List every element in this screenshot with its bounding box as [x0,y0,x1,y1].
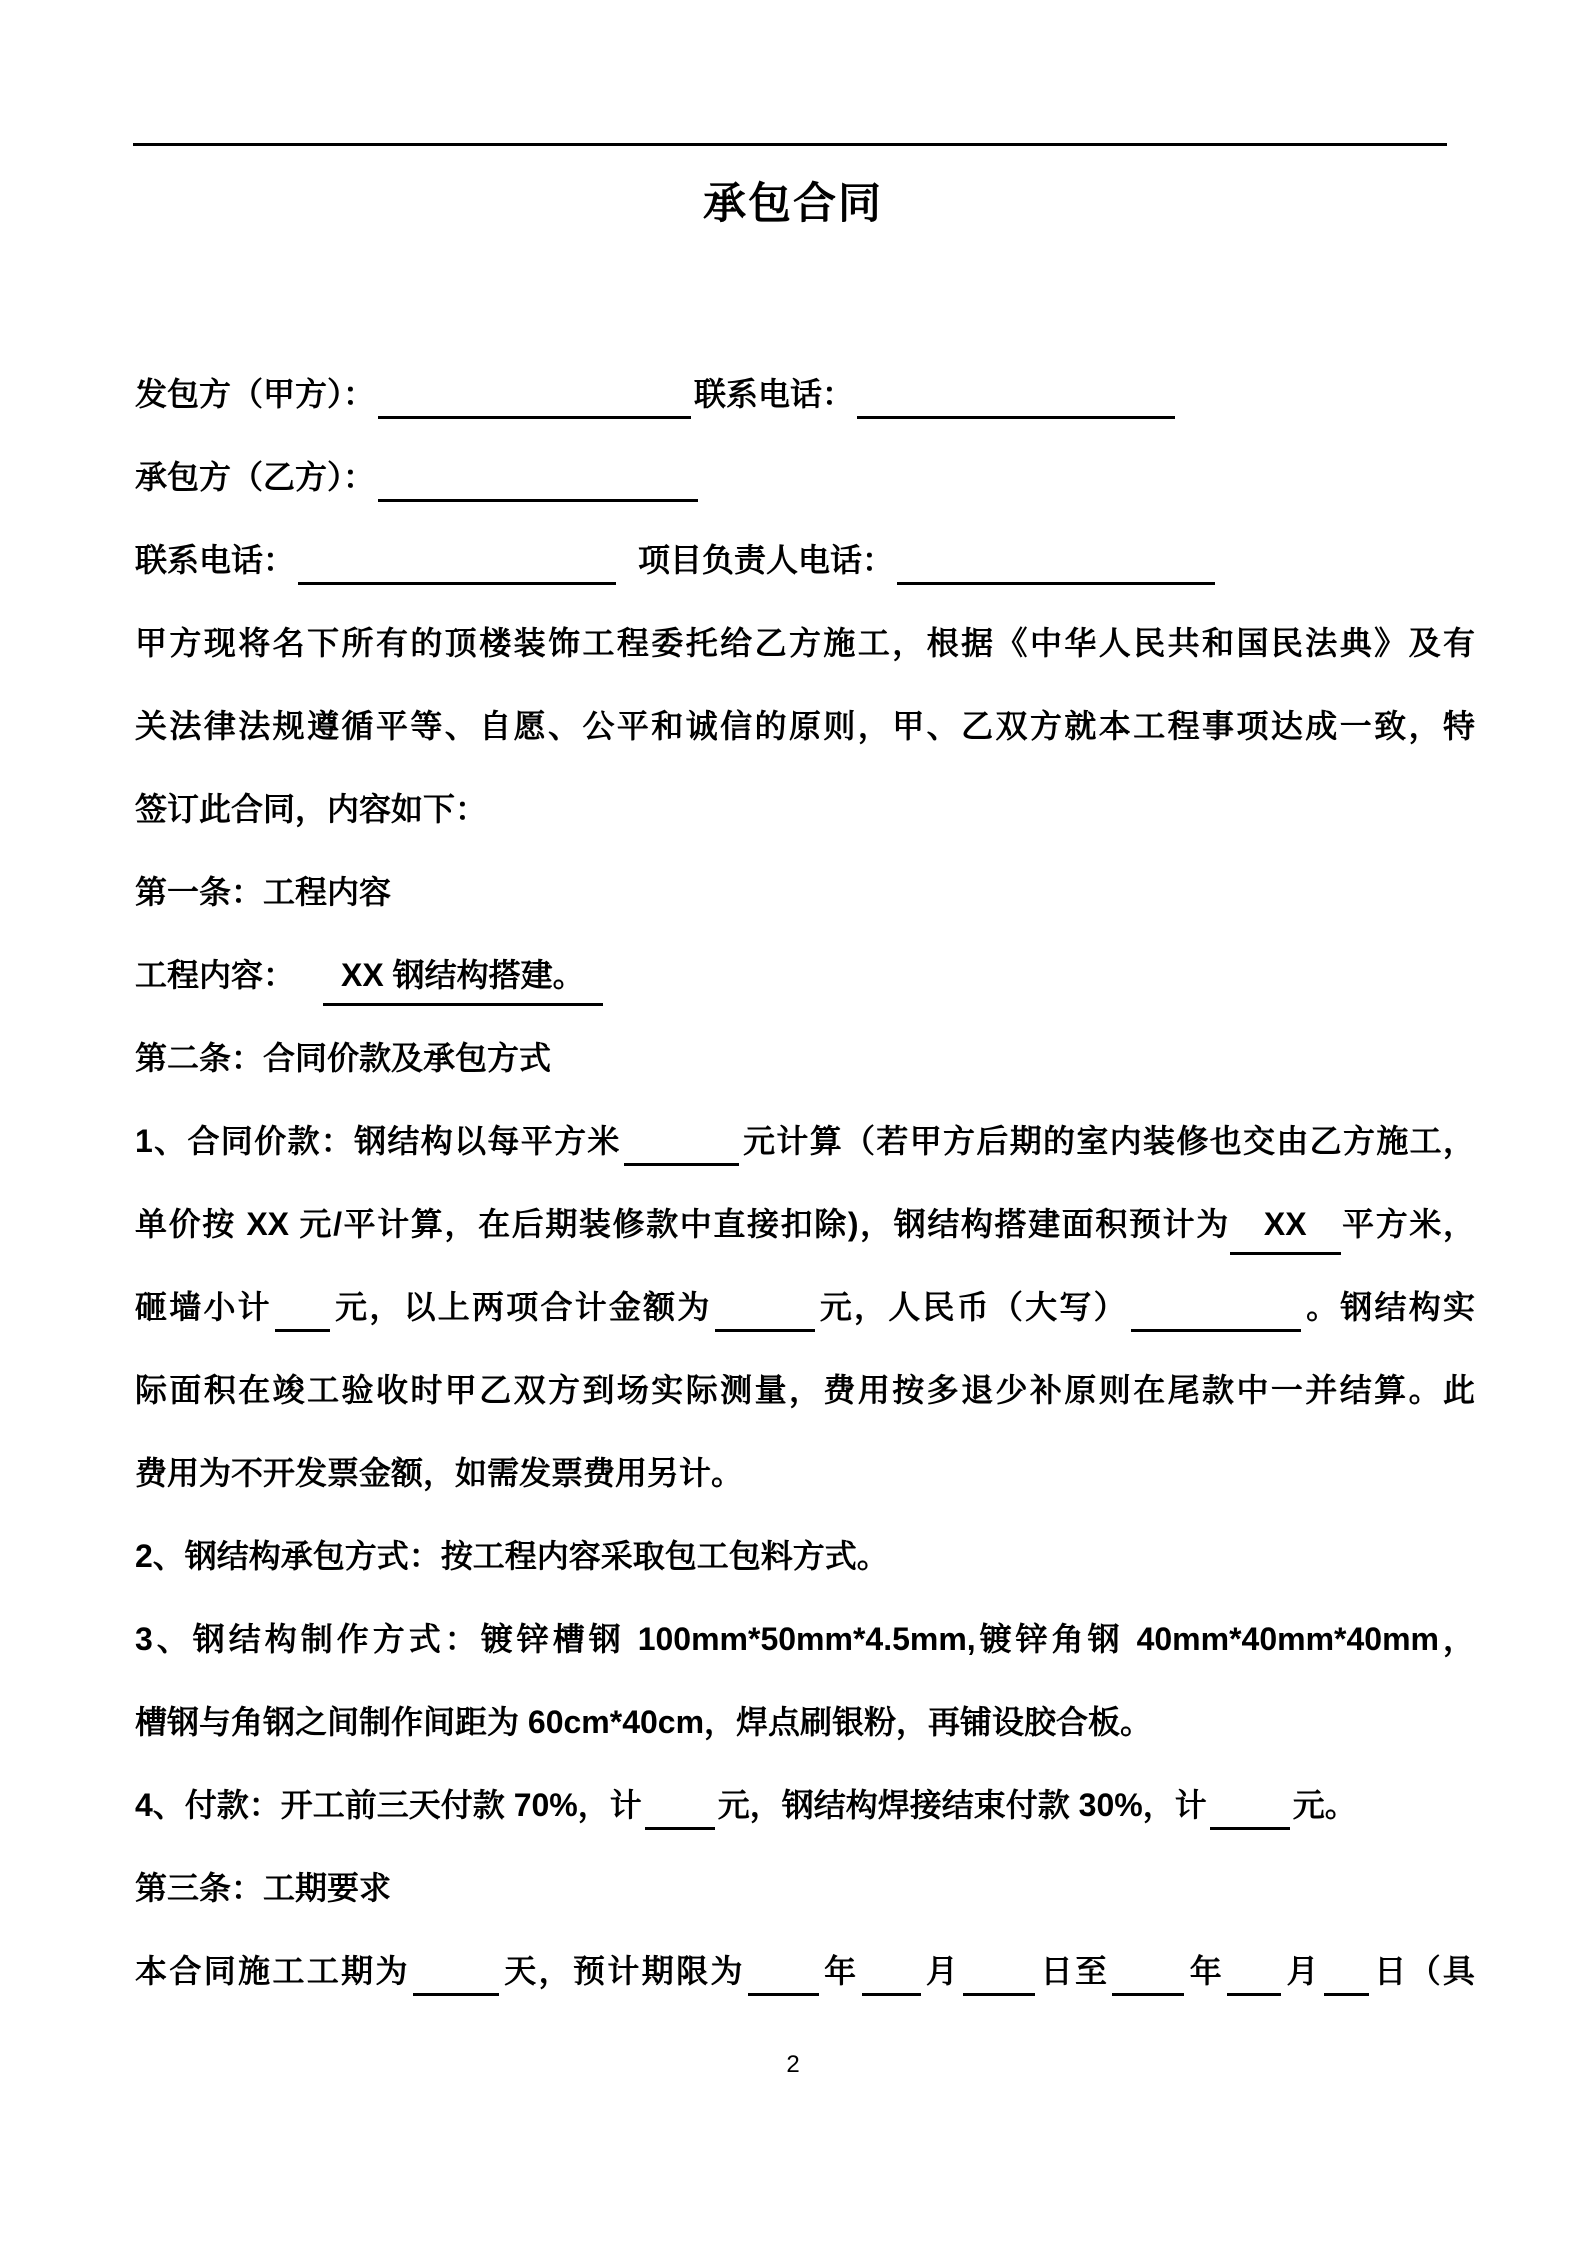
contract-body [135,353,1475,2013]
payment-line [135,1764,1475,1847]
party-b-name-blank[interactable] [378,496,698,502]
price-line-4: 际面积在竣工验收时甲乙双方到场实际测量，费用按多退少补原则在尾款中一并结算。此 [135,1372,1475,1408]
document-title: 承包合同 [703,180,883,228]
end-day-blank[interactable] [1324,1990,1369,1996]
end-year-blank[interactable] [1112,1990,1184,1996]
start-year-blank[interactable] [748,1990,819,1996]
duration-days-blank[interactable] [413,1990,499,1996]
pm-phone-label: 项目负责人电话： [638,542,895,578]
payment-first-blank[interactable] [645,1824,715,1830]
price-text: 单价按 XX 元/平计算，在后期装修款中直接扣除)，钢结构搭建面积预计为 [135,1206,1230,1242]
party-a-label: 发包方（甲方）： [135,376,376,412]
pm-phone-blank[interactable] [897,579,1215,585]
duration-text: 年 [821,1953,859,1989]
start-day-blank[interactable] [963,1990,1035,1996]
duration-text: 月 [1284,1953,1321,1989]
duration-text: 日至 [1038,1953,1110,1989]
payment-final-blank[interactable] [1210,1824,1290,1830]
price-text: 。钢结构实 [1303,1289,1475,1325]
party-a-phone-label: 联系电话： [694,376,855,412]
party-a-name-blank[interactable] [378,413,691,419]
unit-price-blank[interactable] [624,1160,739,1166]
price-text: 元计算（若甲方后期的室内装修也交由乙方施工， [741,1123,1475,1159]
price-line-1 [135,1100,1475,1183]
duration-text: 日（具 [1371,1953,1475,1989]
duration-line [135,1930,1475,2013]
article1-heading: 第一条：工程内容 [135,874,392,910]
fabrication-line-2: 槽钢与角钢之间制作间距为 60cm*40cm，焊点刷银粉，再铺设胶合板。 [135,1704,1153,1740]
contact-row [135,519,1475,602]
party-a-row [135,353,1475,436]
total-amount-blank[interactable] [715,1326,815,1332]
contract-mode-line: 2、钢结构承包方式：按工程内容采取包工包料方式。 [135,1538,889,1574]
payment-text: 元，钢结构焊接结束付款 30%，计 [717,1787,1207,1823]
price-text: 平方米， [1340,1206,1475,1242]
page-number: 2 [786,2051,800,2078]
price-line-2 [135,1183,1475,1266]
amount-in-words-blank[interactable] [1131,1326,1301,1332]
preamble-line-1: 甲方现将名下所有的顶楼装饰工程委托给乙方施工，根据《中华人民共和国民法典》及有 [135,625,1475,661]
contact-phone-label: 联系电话： [135,542,296,578]
project-content-row [135,934,1475,1017]
article3-heading: 第三条：工期要求 [135,1870,392,1906]
duration-text: 月 [923,1953,961,1989]
party-a-phone-blank[interactable] [857,413,1175,419]
article2-heading: 第二条：合同价款及承包方式 [135,1040,552,1076]
price-text: 元，人民币（大写） [817,1289,1128,1325]
party-b-row [135,436,1475,519]
price-line-3 [135,1266,1475,1349]
duration-text: 年 [1187,1953,1225,1989]
duration-text: 本合同施工工期为 [135,1953,410,1989]
party-b-label: 承包方（乙方）： [135,459,376,495]
contact-phone-blank[interactable] [298,579,616,585]
price-line-5: 费用为不开发票金额，如需发票费用另计。 [135,1455,744,1491]
payment-text: 4、付款：开工前三天付款 70%，计 [135,1787,642,1823]
price-text: 1、合同价款：钢结构以每平方米 [135,1123,621,1159]
project-content-label: 工程内容： [135,957,296,993]
price-text: 元，以上两项合计金额为 [332,1289,712,1325]
area-value: XX [1230,1206,1341,1255]
preamble-line-3: 签订此合同，内容如下： [135,791,488,827]
duration-text: 天，预计期限为 [501,1953,745,1989]
project-content-value: XX 钢结构搭建。 [323,957,603,1006]
end-month-blank[interactable] [1227,1990,1281,1996]
price-text: 砸墙小计 [135,1289,272,1325]
payment-text: 元。 [1292,1787,1357,1823]
start-month-blank[interactable] [862,1990,921,1996]
header-rule [133,143,1447,146]
fabrication-line-1: 3、钢结构制作方式：镀锌槽钢 100mm*50mm*4.5mm,镀锌角钢 40mm*40mm*40mm， [135,1621,1475,1657]
demolition-fee-blank[interactable] [275,1326,330,1332]
preamble-line-2: 关法律法规遵循平等、自愿、公平和诚信的原则，甲、乙双方就本工程事项达成一致，特 [135,708,1475,744]
